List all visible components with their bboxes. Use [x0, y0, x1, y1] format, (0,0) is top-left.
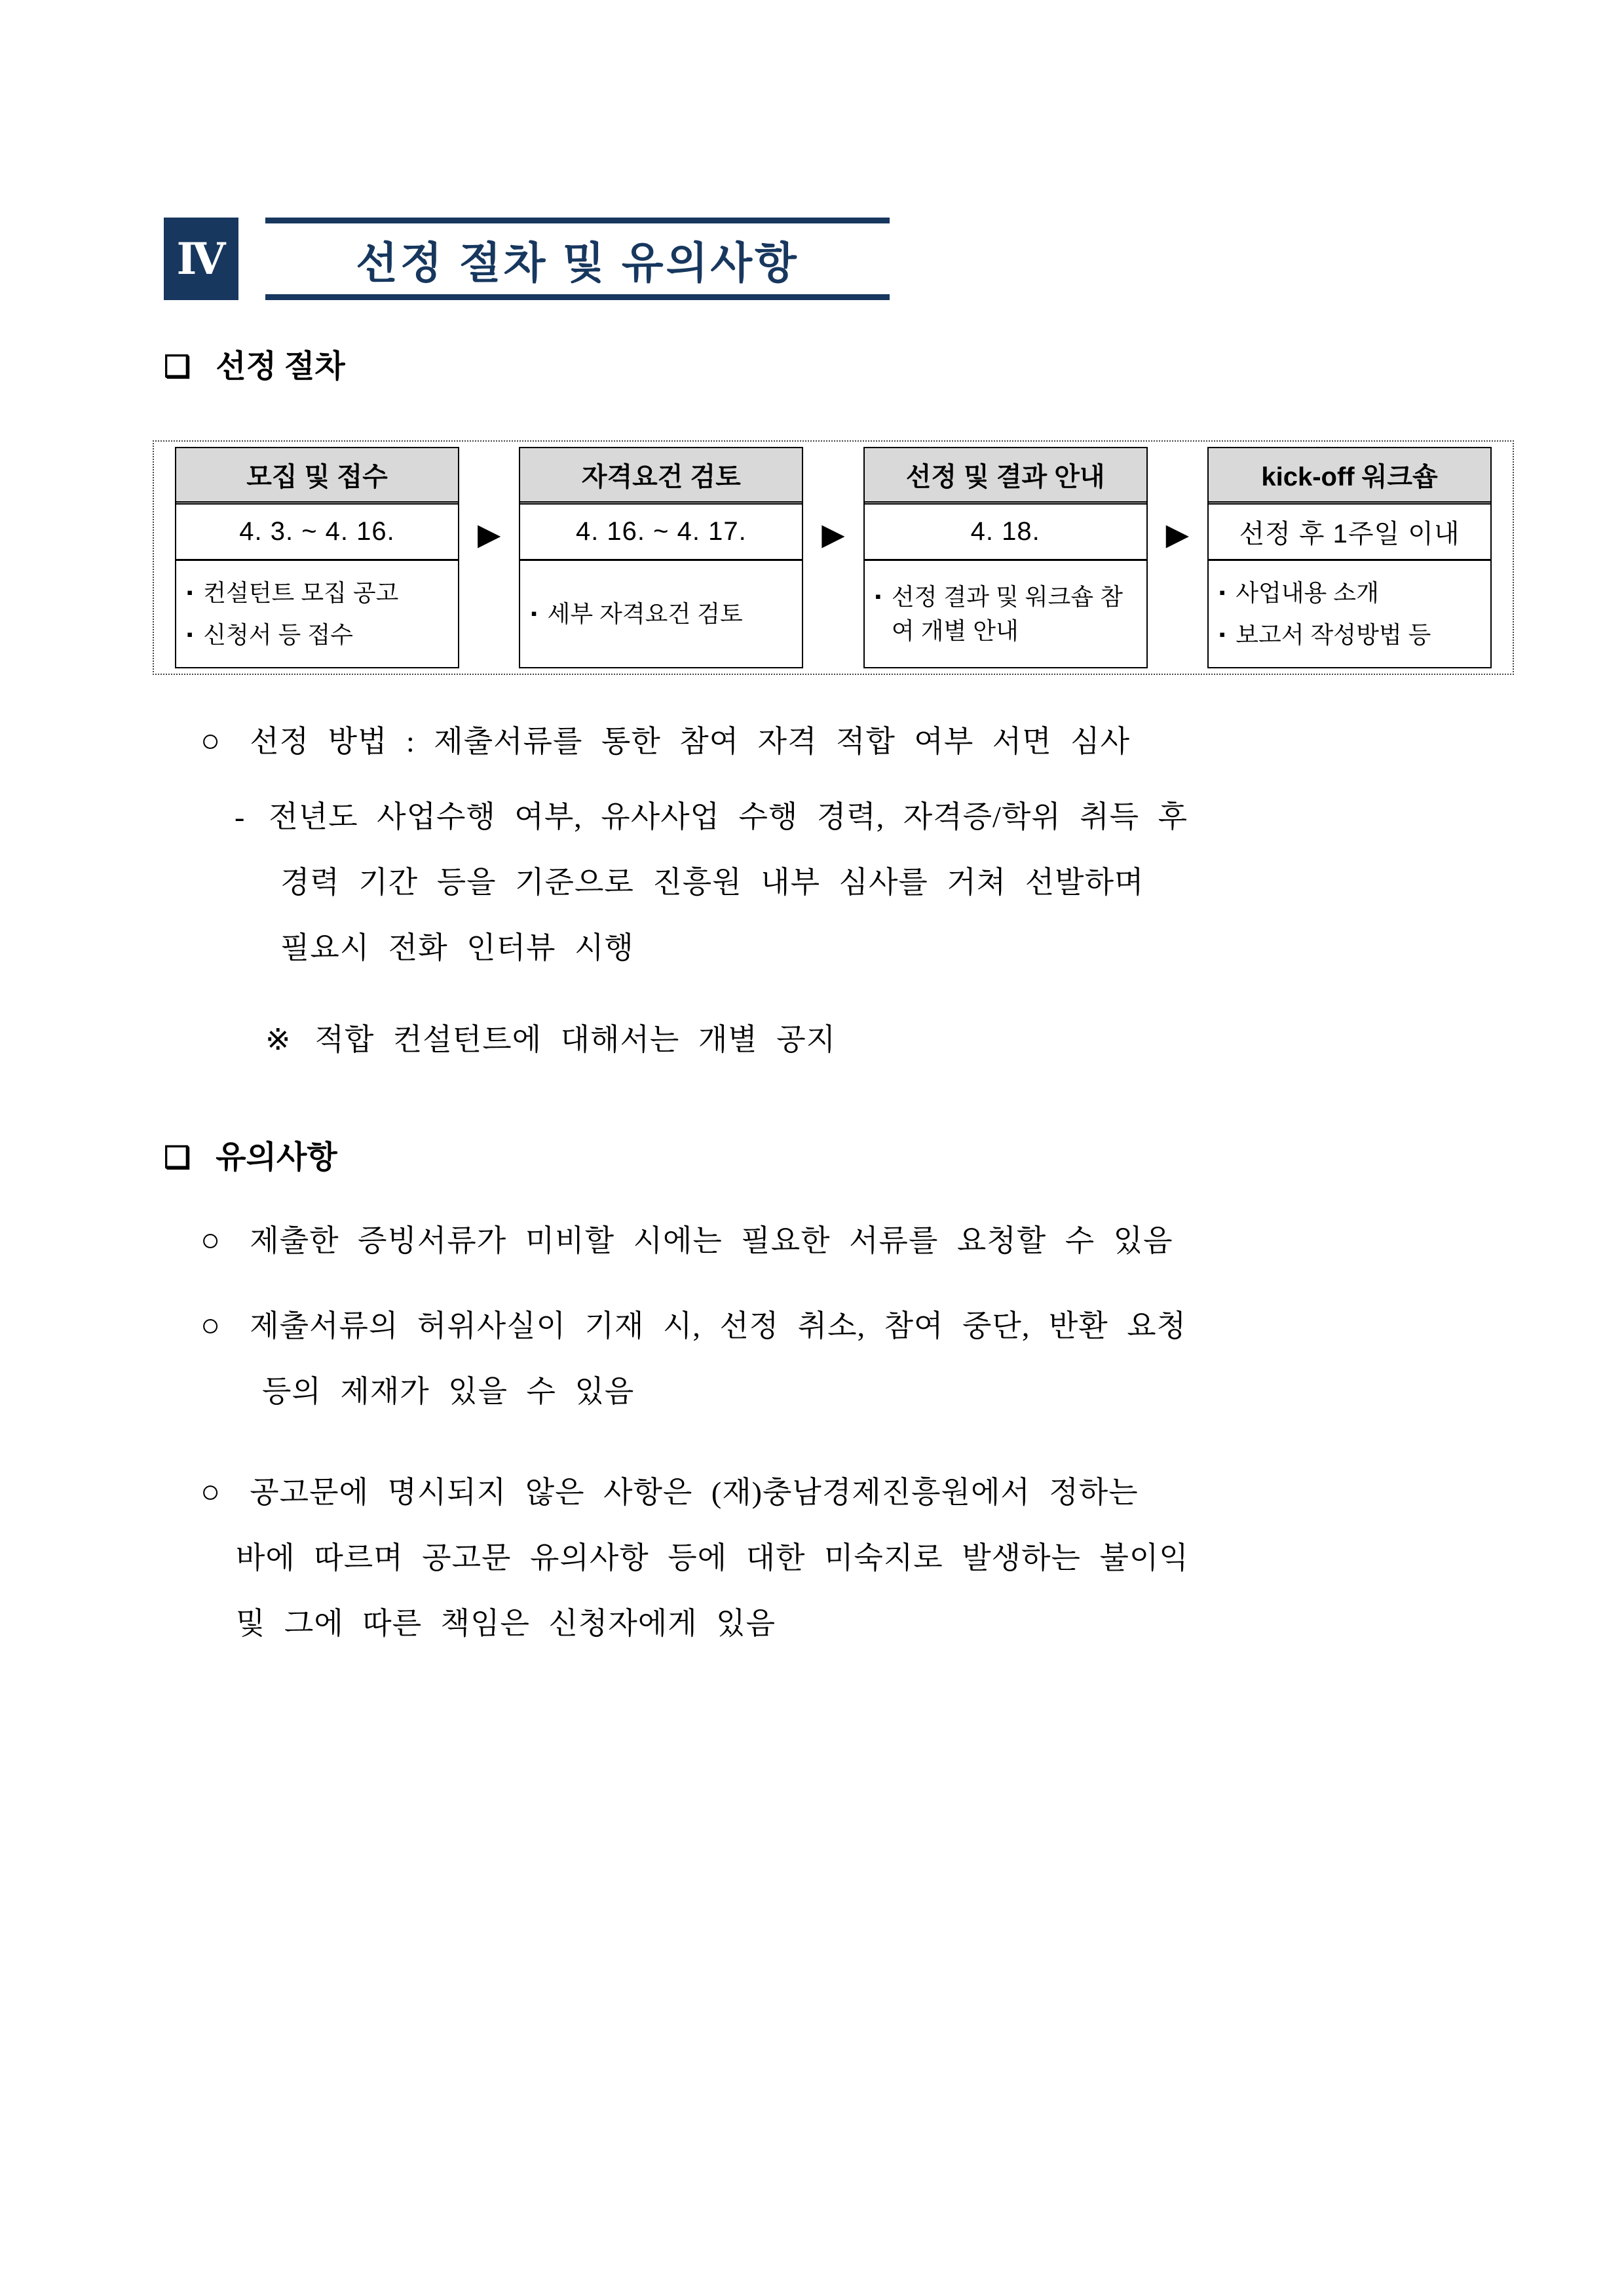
dash-bullet-icon: - — [235, 800, 246, 833]
chapter-number-box — [164, 218, 238, 300]
flow-step-items — [865, 561, 1146, 667]
flow-item-text: 컨설턴트 모집 공고 — [203, 579, 399, 606]
selection-sub-text-2: 경력 기간 등을 기준으로 진흥원 내부 심사를 거쳐 선발하며 — [280, 866, 1144, 899]
flow-step-qualification-review — [519, 447, 803, 668]
notice-item-3-line-1 — [200, 1459, 1519, 1525]
notice-item-3-text-1: 공고문에 명시되지 않은 사항은 (재)충남경제진흥원에서 정하는 — [250, 1476, 1139, 1509]
small-square-bullet-icon: ▪ — [187, 624, 193, 645]
chapter-number: Ⅳ — [176, 235, 226, 284]
flow-item-text: 신청서 등 접수 — [203, 621, 353, 649]
flow-step-title: 자격요건 검토 — [520, 448, 802, 505]
notice-item-3-text-3: 및 그에 따른 책임은 신청자에게 있음 — [236, 1607, 776, 1640]
circle-bullet-icon: ○ — [200, 1473, 221, 1510]
section-heading-label: 선정 절차 — [216, 349, 345, 384]
flow-step-kickoff-workshop — [1207, 447, 1492, 668]
small-square-bullet-icon: ▪ — [1218, 582, 1226, 602]
flow-arrow-cell — [1148, 447, 1207, 668]
flow-item — [531, 597, 791, 631]
notice-item-3-text-2: 바에 따르며 공고문 유의사항 등에 대한 미숙지로 발생하는 불이익 — [236, 1541, 1189, 1575]
circle-bullet-icon: ○ — [200, 1221, 221, 1258]
notice-item-3-line-2 — [236, 1525, 1519, 1591]
notice-item-2-line-2 — [262, 1359, 1519, 1425]
flow-arrow-cell — [459, 447, 519, 668]
section-heading-selection-procedure — [164, 347, 1519, 387]
flow-step-title: 선정 및 결과 안내 — [865, 448, 1146, 505]
chapter-title-block — [265, 218, 890, 300]
flow-arrow-cell — [803, 447, 863, 668]
chapter-header — [164, 218, 1519, 300]
flow-step-items — [1209, 561, 1490, 667]
flow-step-date: 선정 후 1주일 이내 — [1209, 505, 1490, 561]
circle-bullet-icon: ○ — [200, 722, 221, 759]
flow-step-date: 4. 18. — [865, 505, 1146, 561]
selection-note-text: 적합 컨설턴트에 대해서는 개별 공지 — [314, 1023, 837, 1056]
flow-step-result-notice — [863, 447, 1148, 668]
page-content — [0, 218, 1624, 1656]
flow-item — [187, 618, 447, 652]
flow-step-date: 4. 16. ~ 4. 17. — [520, 505, 802, 561]
selection-sub-line-1 — [235, 784, 1519, 850]
flow-item-text: 보고서 작성방법 등 — [1236, 621, 1431, 649]
right-arrow-icon: ▶ — [821, 517, 845, 551]
notice-item-2-line-1 — [200, 1292, 1519, 1359]
selection-sub-text-1: 전년도 사업수행 여부, 유사사업 수행 경력, 자격증/학위 취득 후 — [269, 800, 1188, 833]
flow-item — [187, 576, 447, 610]
selection-method-line — [200, 708, 1519, 775]
selection-note-line — [265, 1007, 1519, 1073]
selection-method-text: 선정 방법 : 제출서류를 통한 참여 자격 적합 여부 서면 심사 — [250, 725, 1131, 758]
notice-item-1-text: 제출한 증빙서류가 미비할 시에는 필요한 서류를 요청할 수 있음 — [250, 1224, 1173, 1257]
flow-item — [875, 580, 1136, 648]
section-heading-precautions — [164, 1125, 1519, 1191]
flow-item — [1219, 576, 1480, 610]
flow-item-text: 선정 결과 및 워크숍 참여 개별 안내 — [891, 583, 1123, 644]
flow-step-date: 4. 3. ~ 4. 16. — [176, 505, 458, 561]
right-arrow-icon: ▶ — [1165, 517, 1190, 551]
small-square-bullet-icon: ▪ — [187, 582, 193, 602]
right-arrow-icon: ▶ — [477, 517, 501, 551]
flow-step-items — [520, 561, 802, 667]
notice-item-2-text-2: 등의 제재가 있을 수 있음 — [262, 1375, 635, 1408]
selection-sub-line-3 — [280, 915, 1519, 981]
flow-step-recruitment — [175, 447, 459, 668]
circle-bullet-icon: ○ — [200, 1307, 221, 1343]
selection-sub-line-2 — [280, 850, 1519, 915]
small-square-bullet-icon: ▪ — [875, 586, 881, 606]
flow-step-title: 모집 및 접수 — [176, 448, 458, 505]
shadowed-square-icon: ❑ — [164, 350, 191, 383]
flow-item-text: 세부 자격요건 검토 — [547, 600, 743, 627]
small-square-bullet-icon: ▪ — [531, 603, 537, 623]
section-heading-label: 유의사항 — [216, 1140, 337, 1175]
notice-item-2-text-1: 제출서류의 허위사실이 기재 시, 선정 취소, 참여 중단, 반환 요청 — [250, 1309, 1187, 1343]
flow-step-items — [176, 561, 458, 667]
flow-step-title: kick-off 워크숍 — [1209, 448, 1490, 505]
flow-item — [1219, 618, 1480, 652]
page-title: 선정 절차 및 유의사항 — [356, 238, 799, 287]
selection-sub-text-3: 필요시 전화 인터뷰 시행 — [280, 931, 634, 965]
shadowed-square-icon: ❑ — [164, 1141, 191, 1174]
process-flow-diagram — [153, 440, 1514, 675]
notice-item-3-line-3 — [236, 1591, 1519, 1656]
reference-mark-icon: ※ — [265, 1023, 292, 1056]
small-square-bullet-icon: ▪ — [1218, 624, 1226, 645]
flow-item-text: 사업내용 소개 — [1236, 579, 1379, 606]
notice-item-1-line-1 — [200, 1207, 1519, 1274]
